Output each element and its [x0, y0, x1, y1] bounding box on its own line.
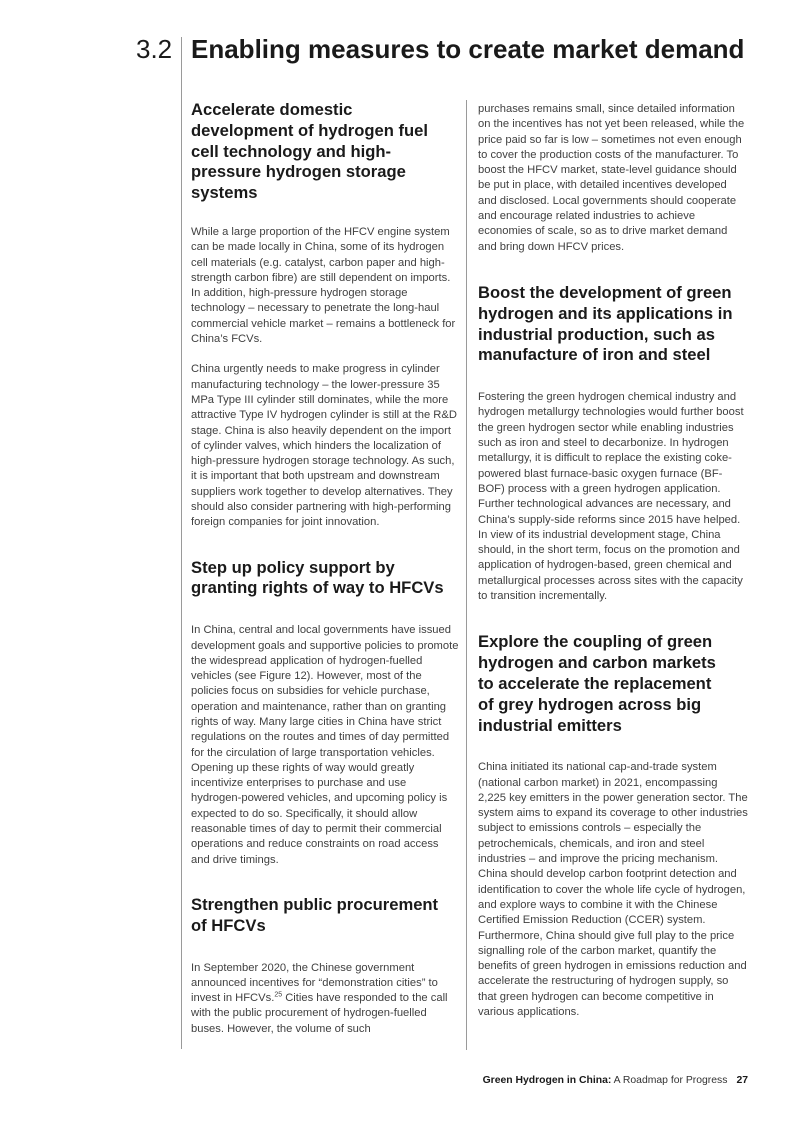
paragraph-rights-of-way: In China, central and local governments have issued development goals and supportive policies to promote the widespread application of hydrogen-fuelled vehicles (see Figure 12). However, most of the policies focus on subsidies for vehicle purchase, operation and maintenance, rather than on granting rights of way. Many large cities in China have strict regulations on the routes and times of day permitted for the circulation of large transportation vehicles. Opening up these rights of way would greatly incentivize enterprises to purchase and use hydrogen-powered vehicles, and upcoming policy is expected to do so. Specifically, it should allow reasonable times of day to permit their commercial operations and reduce constraints on road access and drive timings. [191, 624, 459, 866]
paragraph-green-hydrogen-industry: Fostering the green hydrogen chemical industry and hydrogen metallurgy technologies would further boost the green hydrogen sector while enabling industries such as iron and steel to decarbonize. In hydrogen metallurgy, it is difficult to replace the existing coke-powered blast furnace-basic oxygen furnace (BF-BOF) process with a green hydrogen application. Further technological advances are necessary, and China’s supply-side reforms since 2015 have helped. In view of its industrial development stage, China should, in the short term, focus on the promotion and application of hydrogen-based, green chemical and metallurgical processes across sites with the capacity to transition incrementally. [478, 391, 744, 603]
left-column [191, 100, 459, 1037]
page-footer [0, 1075, 748, 1086]
paragraph-procurement-continued: purchases remains small, since detailed information on the incentives has not yet been released, while the price paid so far is low – sometimes not even enough to cover the production costs of the manufacturer. To boost the HFCV market, state-level guidance should be put in place, with detailed incentives developed and disclosed. Local governments should cooperate and encourage related industries to achieve economies of scale, so as to drive market demand and bring down HFCV prices. [478, 103, 745, 253]
paragraph-public-procurement [191, 961, 459, 1037]
heading-carbon-markets: Explore the coupling of green hydrogen and carbon markets to accelerate the replacement of grey hydrogen across big industrial emitters [478, 632, 716, 735]
section-divider [181, 37, 182, 1049]
footnote-ref: 25 [274, 991, 283, 999]
paragraph-carbon-markets: China initiated its national cap-and-trade system (national carbon market) in 2021, encompassing 2,225 key emitters in the power generation sector. The system aims to expand its coverage to other industries subject to emissions controls – especially the petrochemicals, chemicals, and iron and steel industries – and improve the pricing mechanism. China should develop carbon footprint detection and identification to cover the whole life cycle of hydrogen, and explore ways to combine it with the Chinese Certified Emission Reduction (CCER) system. Furthermore, China should give full play to the price signalling role of the carbon market, quantify the benefits of green hydrogen in emissions reduction and accelerate the restructuring of hydrogen supply, so that green hydrogen can become competitive in various applications. [478, 761, 748, 1019]
paragraph-procurement-part-2: Cities have responded to the call with the public procurement of hydrogen-fuelled buses. However, the volume of such [191, 992, 448, 1035]
section-number: 3.2 [136, 34, 173, 64]
paragraph-fuel-cell-2: China urgently needs to make progress in cylinder manufacturing technology – the lower-pressure 35 MPa Type III cylinder still dominates, while the more attractive Type IV hydrogen cylinder is still at the R&D stage. China is also heavily dependent on the import of cylinder valves, which hinders the localization of high-pressure hydrogen storage technology. As such, it is important that both upstream and downstream suppliers work together to develop alternatives. They should also consider partnering with high-performing foreign companies for joint innovation. [191, 363, 457, 529]
section-title: Enabling measures to create market demand [191, 34, 745, 64]
footer-brand: Green Hydrogen in China: [482, 1075, 612, 1086]
heading-fuel-cell: Accelerate domestic development of hydrogen fuel cell technology and high-pressure hydrogen storage systems [191, 100, 428, 203]
column-divider [466, 100, 467, 1050]
heading-rights-of-way: Step up policy support by granting rights of way to HFCVs [191, 557, 444, 598]
paragraph-procurement-part-1: In September 2020, the Chinese government announced incentives for “demonstration cities” to invest in HFCVs. [191, 961, 438, 1005]
page-number: 27 [736, 1075, 748, 1086]
footer-subtitle: A Roadmap for Progress [611, 1075, 728, 1086]
right-column [478, 100, 748, 1020]
paragraph-fuel-cell-1: While a large proportion of the HFCV engine system can be made locally in China, some of its hydrogen cell materials (e.g. catalyst, carbon paper and high-strength carbon fibre) are still dependent on imports. In addition, high-pressure hydrogen storage technology – necessary to penetrate the long-haul commercial vehicle market – remains a bottleneck for China’s FCVs. [191, 225, 456, 346]
heading-public-procurement: Strengthen public procurement of HFCVs [191, 894, 439, 935]
heading-green-hydrogen-industry: Boost the development of green hydrogen and its applications in industrial production, such as manufacture of iron and steel [478, 282, 733, 365]
